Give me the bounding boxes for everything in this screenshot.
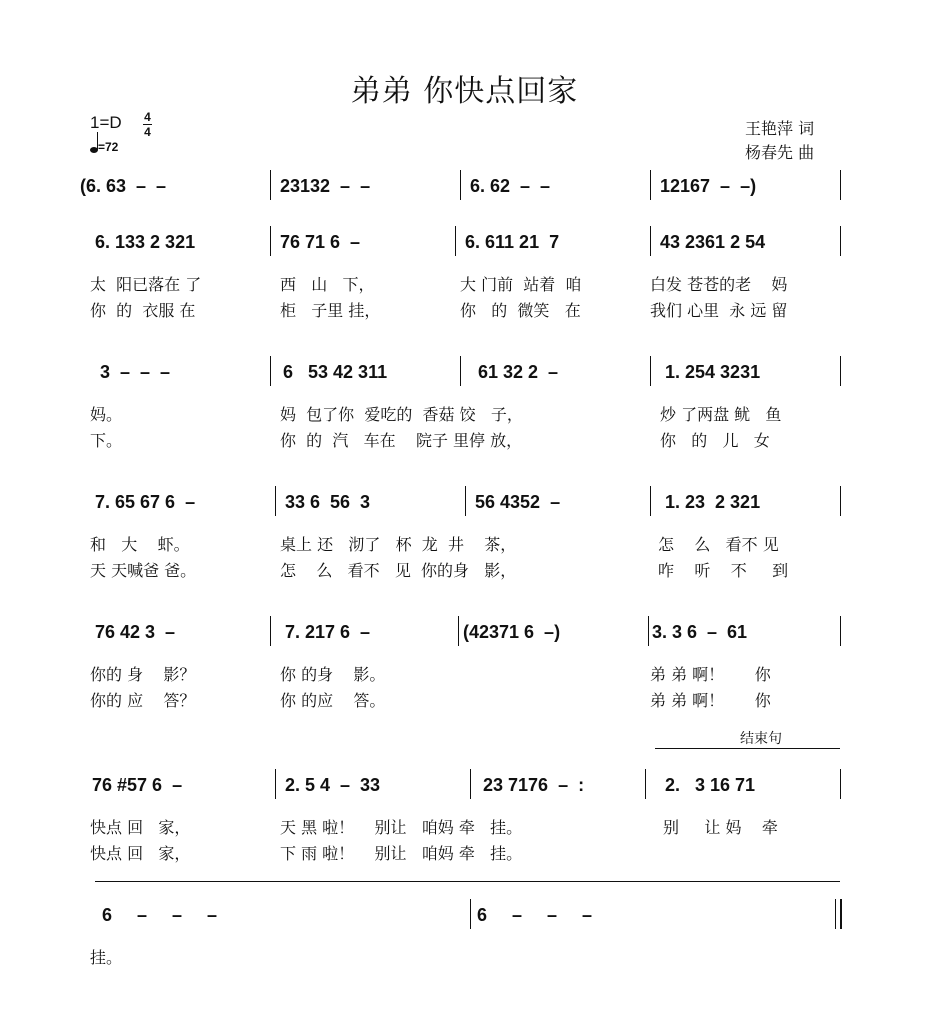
lyric-segment: 下 雨 啦！ 别让 咱妈 牵 挂。 (280, 844, 523, 863)
ending-bracket-line (95, 881, 840, 882)
lyric-segment: 你的 应 答？ (90, 691, 196, 710)
measure: 33 6 56 3 (285, 492, 371, 512)
barline (460, 170, 461, 200)
barline (840, 170, 841, 200)
quarter-note-icon (90, 147, 98, 153)
barline (465, 486, 466, 516)
barline (470, 769, 471, 799)
measure: 1. 23 2 321 (665, 492, 761, 512)
song-title: 弟弟 你快点回家 (350, 74, 579, 109)
lyric-segment: 西 山 下， (280, 275, 375, 294)
notes-line (80, 622, 850, 652)
barline (840, 616, 841, 646)
measure: 7. 65 67 6 – (95, 492, 196, 512)
measure: 6 53 42 311 (283, 362, 388, 382)
barline (840, 769, 841, 799)
lyric-segment: 我们 心里 永 远 留 (650, 301, 788, 320)
lyric-segment: 下。 (90, 431, 123, 450)
lyricist: 王艳萍 词 (745, 119, 815, 138)
barline (455, 226, 456, 256)
lyric-segment: 大 门前 站着 咱 (460, 275, 582, 294)
measure: 6. 133 2 321 (95, 232, 196, 252)
measure: 76 #57 6 – (92, 775, 183, 795)
lyric-segment: 弟 弟 啊！ 你 (650, 691, 771, 710)
credits (745, 117, 814, 165)
measure: 43 2361 2 54 (660, 232, 766, 252)
barline (650, 486, 651, 516)
notes-line (80, 232, 850, 262)
barline (470, 899, 471, 929)
lyric-segment: 别 让 妈 牵 (663, 818, 778, 837)
barline (840, 226, 841, 256)
tempo-value: =72 (98, 140, 119, 154)
notes-line (80, 362, 850, 392)
measure: 2. 5 4 – 33 (285, 775, 381, 795)
measure: 1. 254 3231 (665, 362, 761, 382)
lyric-segment: 天 天喊爸 爸。 (90, 561, 197, 580)
lyric-segment: 咋 听 不 到 (658, 561, 789, 580)
measure: 6 – – – (102, 905, 218, 925)
barline (460, 356, 461, 386)
measure: 6. 62 – – (470, 176, 551, 196)
time-top: 4 (144, 110, 151, 124)
measure: 23 7176 – : (483, 775, 585, 795)
barline (650, 356, 651, 386)
notes-line (80, 775, 850, 805)
measure: (6. 63 – – (80, 176, 167, 196)
barline (270, 170, 271, 200)
lyric-segment: 怎 么 看不 见 你的身 影， (280, 561, 517, 580)
lyric-segment: 怎 么 看不 见 (658, 535, 779, 554)
lyric-segment: 太 阳已落在 了 (90, 275, 202, 294)
ending-label: 结束句 (740, 731, 782, 747)
lyric-segment: 弟 弟 啊！ 你 (650, 665, 771, 684)
lyric-segment: 妈。 (90, 405, 123, 424)
measure: 6 – – – (477, 905, 593, 925)
lyric-segment: 你 的应 答。 (280, 691, 386, 710)
barline (840, 486, 841, 516)
notes-line (80, 905, 850, 935)
time-bottom: 4 (144, 125, 151, 139)
composer: 杨春先 曲 (745, 143, 815, 162)
measure: 12167 – –) (660, 176, 757, 196)
tempo-marking (90, 140, 118, 154)
barline (840, 356, 841, 386)
barline (650, 170, 651, 200)
measure: 3 – – – (100, 362, 171, 382)
measure: (42371 6 –) (463, 622, 561, 642)
time-signature (143, 111, 152, 138)
measure: 7. 217 6 – (285, 622, 371, 642)
lyric-segment: 挂。 (90, 948, 123, 967)
barline (275, 769, 276, 799)
measure: 76 42 3 – (95, 622, 176, 642)
measure: 3. 3 6 – 61 (652, 622, 748, 642)
final-barline (835, 899, 842, 929)
lyric-segment: 桌上 还 沏了 杯 龙 井 茶， (280, 535, 517, 554)
barline (645, 769, 646, 799)
lyric-segment: 你 的 衣服 在 (90, 301, 196, 320)
barline (458, 616, 459, 646)
key-signature: 1=D (90, 113, 122, 132)
measure: 61 32 2 – (478, 362, 559, 382)
lyric-segment: 妈 包了你 爱吃的 香菇 饺 子， (280, 405, 523, 424)
lyric-segment: 天 黑 啦！ 别让 咱妈 牵 挂。 (280, 818, 523, 837)
measure: 56 4352 – (475, 492, 561, 512)
barline (650, 226, 651, 256)
lyric-segment: 柜 子里 挂， (280, 301, 381, 320)
barline (270, 356, 271, 386)
barline (270, 226, 271, 256)
barline (275, 486, 276, 516)
lyric-segment: 白发 苍苍的老 妈 (650, 275, 788, 294)
lyric-segment: 你 的 儿 女 (660, 431, 770, 450)
lyric-segment: 炒 了两盘 鱿 鱼 (660, 405, 782, 424)
lyric-segment: 你 的身 影。 (280, 665, 386, 684)
lyric-segment: 你 的 汽 车在 院子 里停 放， (280, 431, 523, 450)
lyric-segment: 快点 回 家， (90, 844, 191, 863)
notes-line (80, 176, 850, 206)
barline (648, 616, 649, 646)
measure: 6. 611 21 7 (465, 232, 560, 252)
barline (270, 616, 271, 646)
lyric-segment: 你的 身 影？ (90, 665, 196, 684)
lyric-segment: 你 的 微笑 在 (460, 301, 581, 320)
lyric-segment: 和 大 虾。 (90, 535, 190, 554)
ending-bracket (655, 748, 840, 749)
measure: 23132 – – (280, 176, 371, 196)
measure: 2. 3 16 71 (665, 775, 756, 795)
measure: 76 71 6 – (280, 232, 361, 252)
lyric-segment: 快点 回 家， (90, 818, 191, 837)
